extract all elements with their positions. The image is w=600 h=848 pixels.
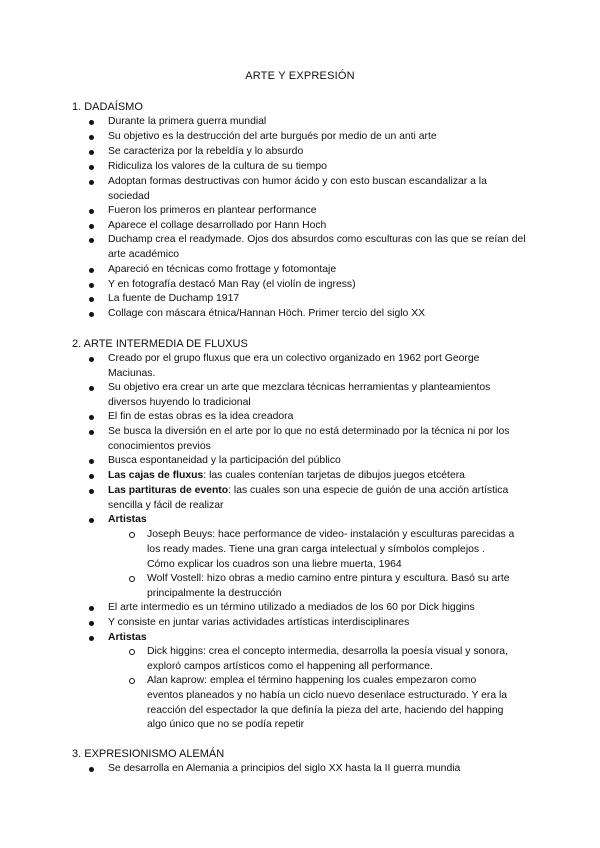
list-item (108, 513, 528, 528)
list-item: Duchamp crea el readymade. Ojos dos absurdos como esculturas con las que se reían del arte académico (108, 233, 528, 263)
list-item-bold: Las cajas de fluxus (108, 470, 204, 481)
list-item: Su objetivo es la destrucción del arte burgués por medio de un anti arte (108, 130, 528, 145)
list-item: Se caracteriza por la rebeldía y lo absurdo (108, 145, 528, 160)
section-heading: 2. ARTE INTERMEDIA DE FLUXUS (72, 338, 248, 350)
sub-list-item: Wolf Vostell: hizo obras a medio camino entre pintura y escultura. Basó su arte principalmente la destrucción (147, 572, 515, 602)
list-item-bold: Las partituras de evento (108, 485, 229, 496)
sub-list-item: Alan kaprow: emplea el término happening los cuales empezaron como eventos planeados y no había un ciclo nuevo desenlace estructurado. Y era la reacción del espectador la que definía la pieza del arte, haciendo del happing algo único que no se podía repetir (147, 674, 515, 733)
list-item: Ridiculiza los valores de la cultura de su tiempo (108, 160, 528, 175)
list-item-text: : las cuales son una especie de guión de una acción artística sencilla y fácil de realizar (108, 485, 509, 511)
list-item-text: : las cuales contenían tarjetas de dibujos juegos etcétera (203, 470, 465, 481)
list-item: Y en fotografía destacó Man Ray (el violín de ingress) (108, 278, 528, 293)
list-item: Fueron los primeros en plantear performance (108, 204, 528, 219)
list-item: La fuente de Duchamp 1917 (108, 292, 528, 307)
list-item (108, 484, 528, 514)
section-heading: 3. EXPRESIONISMO ALEMÁN (72, 748, 225, 760)
list-item: Se busca la diversión en el arte por lo que no está determinado por la técnica ni por los conocimientos previos (108, 425, 528, 455)
list-item: Durante la primera guerra mundial (108, 115, 528, 130)
list-item: Adoptan formas destructivas con humor ácido y con esto buscan escandalizar a la sociedad (108, 175, 528, 205)
list-item (108, 469, 528, 484)
list-item: Collage con máscara étnica/Hannan Höch. Primer tercio del siglo XX (108, 307, 528, 322)
list-item-bold: Artistas (108, 632, 147, 643)
list-item: Su objetivo era crear un arte que mezclara técnicas herramientas y planteamientos diversos huyendo lo tradicional (108, 381, 528, 411)
list-item: Creado por el grupo fluxus que era un colectivo organizado en 1962 port George Maciunas. (108, 352, 528, 382)
list-item: El fin de estas obras es la idea creadora (108, 410, 528, 425)
sub-list-item: Dick higgins: crea el concepto intermedia, desarrolla la poesía visual y sonora, exploró campos artísticos como el happening all performance. (147, 645, 515, 675)
list-item: Se desarrolla en Alemania a principios del siglo XX hasta la II guerra mundia (108, 762, 528, 777)
section-heading: 1. DADAÍSMO (72, 101, 143, 113)
list-item: Apareció en técnicas como frottage y fotomontaje (108, 263, 528, 278)
page-title: ARTE Y EXPRESIÓN (245, 70, 355, 82)
list-item: Busca espontaneidad y la participación del público (108, 454, 528, 469)
list-item (108, 631, 528, 646)
list-item: El arte intermedio es un término utilizado a mediados de los 60 por Dick higgins (108, 601, 528, 616)
list-item: Aparece el collage desarrollado por Hann Hoch (108, 219, 528, 234)
list-item-bold: Artistas (108, 514, 147, 525)
sub-list-item: Joseph Beuys: hace performance de video- instalación y esculturas parecidas a los ready mades. Tiene una gran carga intelectual y símbolos complejos . Cómo explicar los cuadros son una liebre muerta, 1964 (147, 528, 515, 572)
list-item: Y consiste en juntar varias actividades artísticas interdisciplinares (108, 616, 528, 631)
